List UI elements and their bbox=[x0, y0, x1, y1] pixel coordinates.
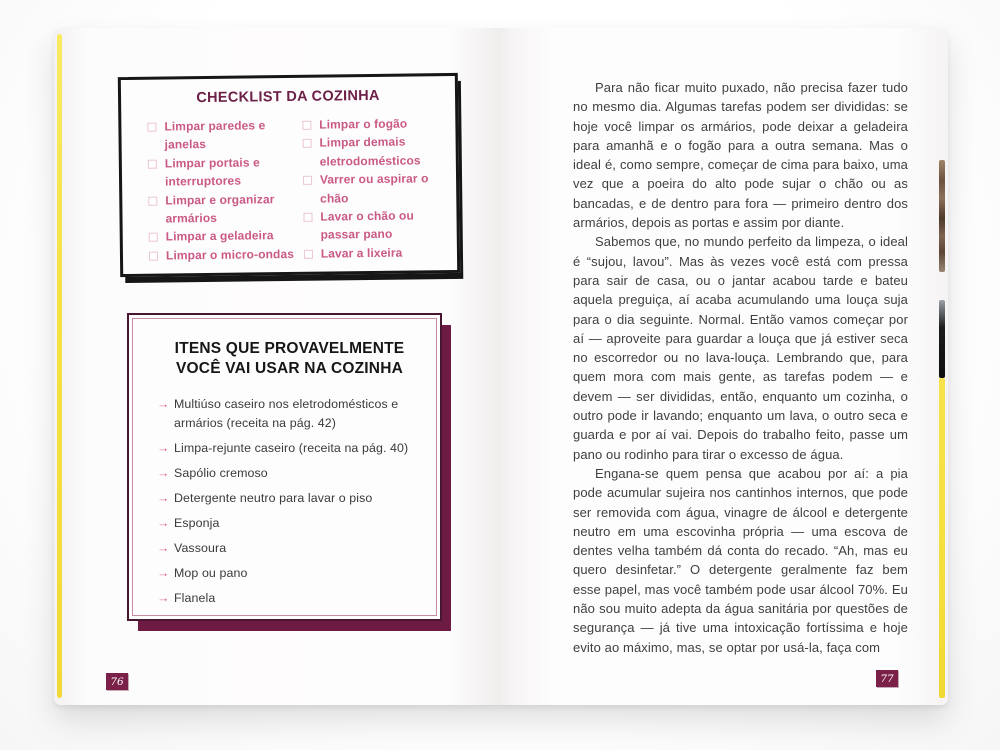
arrow-icon: → bbox=[157, 465, 170, 480]
fore-edge-black-sliver bbox=[939, 300, 945, 378]
items-box-title-line2: VOCÊ VAI USAR NA COZINHA bbox=[176, 360, 403, 378]
list-item bbox=[157, 589, 422, 608]
checklist-item-label: Lavar a lixeira bbox=[320, 245, 403, 261]
checklist-item bbox=[303, 169, 443, 208]
items-list bbox=[157, 395, 422, 608]
checklist-item-label: Limpar a geladeira bbox=[165, 228, 274, 244]
checklist-item bbox=[147, 116, 302, 155]
list-item bbox=[157, 564, 422, 583]
checklist-item-label: Limpar demais eletrodomésticos bbox=[319, 134, 421, 169]
list-item-label: Vassoura bbox=[174, 541, 227, 556]
checklist-item bbox=[304, 243, 443, 263]
list-item bbox=[157, 514, 422, 533]
checkbox-icon bbox=[303, 213, 312, 222]
checklist-columns bbox=[121, 103, 457, 265]
page-number-badge-left: 76 bbox=[106, 673, 128, 690]
checklist-item-label: Limpar o fogão bbox=[319, 116, 408, 132]
checklist-item bbox=[303, 206, 443, 245]
checklist-item-label: Lavar o chão ou passar pano bbox=[320, 208, 414, 243]
list-item-label: Esponja bbox=[174, 515, 220, 530]
checkbox-icon bbox=[149, 233, 158, 242]
yellow-cover-edge-right bbox=[939, 378, 945, 698]
list-item-label: Flanela bbox=[174, 591, 216, 606]
checkbox-icon bbox=[148, 196, 157, 205]
checklist-item bbox=[302, 133, 442, 172]
checklist-item-label: Limpar e organizar armários bbox=[165, 191, 275, 226]
kitchen-items-box bbox=[127, 313, 442, 621]
body-paragraph: Para não ficar muito puxado, não precisa fazer tudo no mesmo dia. Algumas tarefas podem ser divididas: se hoje você limpar os armários, pode deixar a geladeira para amanhã e o fogão para a outra semana. Mas o ideal é, como sempre, começar de cima para baixo, uma vez que a poeira do alto pode sujar o chão ou as bancadas, e de dentro para fora — primeiro dentro dos armários, depois as portas e assim por diante. bbox=[573, 80, 908, 231]
items-box-title bbox=[157, 339, 422, 380]
body-paragraph: Sabemos que, no mundo perfeito da limpeza, o ideal é “sujou, lavou”. Mas às vezes você está com pressa para sair de casa, ou o jantar acabou tarde e bateu aquela preguiça, aí acaba acumulando uma louça suja para o dia seguinte. Normal. Então vamos começar por aí — aproveite para guardar a louça que já estiver seca no escorredor ou no lava-louça. Lembrando que, para quem mora com mais gente, as tarefas podem — e devem — ser divididas, então, enquanto um cozinha, o outro pode ir lavando; enquanto um lava, o outro seca e guarda e por aí vai. Depois do trabalho feito, passe um pano ou rodinho para tirar o excesso de água. bbox=[573, 234, 908, 462]
checklist-item bbox=[149, 245, 304, 265]
checklist-item bbox=[148, 153, 303, 192]
checkbox-icon bbox=[303, 176, 312, 185]
arrow-icon: → bbox=[157, 566, 170, 581]
arrow-icon: → bbox=[157, 490, 170, 505]
yellow-cover-edge-left bbox=[57, 34, 62, 698]
list-item bbox=[157, 439, 422, 458]
arrow-icon: → bbox=[157, 541, 170, 556]
fore-edge-photo-sliver bbox=[939, 160, 945, 272]
checkbox-icon bbox=[149, 251, 158, 260]
arrow-icon: → bbox=[157, 591, 170, 606]
checkbox-icon bbox=[147, 123, 156, 132]
body-paragraph: Engana-se quem pensa que acabou por aí: a pia pode acumular sujeira nos cantinhos internos, que pode ser removida com água, vinagre de álcool e detergente neutro em uma escovinha própria — uma escova de dentes velha também dá conta do recado. “Ah, mas eu quero desinfetar.” O detergente geralmente faz bem esse papel, mas você também pode usar álcool 70%. Eu não sou muito adepta da água sanitária por questões de segurança — já tive uma intoxicação fortíssima e hoje evito ao máximo, mas, se optar por usá-la, faça com bbox=[573, 465, 908, 655]
list-item bbox=[157, 489, 422, 508]
checkbox-icon bbox=[148, 159, 157, 168]
list-item-label: Mop ou pano bbox=[174, 566, 248, 581]
list-item-label: Multiúso caseiro nos eletrodomésticos e armários (receita na pág. 42) bbox=[174, 396, 399, 430]
checklist-item bbox=[149, 226, 304, 246]
arrow-icon: → bbox=[157, 396, 170, 411]
page-number-badge-right: 77 bbox=[876, 670, 898, 687]
list-item bbox=[157, 395, 422, 432]
list-item-label: Detergente neutro para lavar o piso bbox=[174, 490, 373, 505]
checklist-item bbox=[148, 189, 303, 228]
checklist-title: CHECKLIST DA COZINHA bbox=[196, 87, 380, 107]
book-spread bbox=[54, 28, 948, 705]
checklist-column-right bbox=[302, 114, 443, 263]
items-box-title-line1: ITENS QUE PROVAVELMENTE bbox=[174, 340, 405, 357]
checklist-item-label: Varrer ou aspirar o chão bbox=[319, 171, 429, 206]
list-item bbox=[157, 539, 422, 558]
items-box-frame bbox=[132, 318, 437, 616]
checklist-item-label: Limpar portais e interruptores bbox=[164, 155, 260, 189]
arrow-icon: → bbox=[157, 440, 170, 455]
body-text-column bbox=[573, 78, 908, 657]
checklist-column-left bbox=[147, 116, 304, 265]
checkbox-icon bbox=[304, 250, 313, 259]
arrow-icon: → bbox=[157, 515, 170, 530]
list-item bbox=[157, 464, 422, 483]
checklist-item bbox=[302, 114, 441, 134]
list-item-label: Limpa-rejunte caseiro (receita na pág. 40) bbox=[174, 440, 409, 455]
checkbox-icon bbox=[302, 139, 311, 148]
checkbox-icon bbox=[302, 121, 311, 130]
checklist-item-label: Limpar o micro-ondas bbox=[165, 246, 295, 263]
kitchen-checklist-box bbox=[118, 73, 460, 277]
list-item-label: Sapólio cremoso bbox=[174, 465, 268, 480]
checklist-item-label: Limpar paredes e janelas bbox=[164, 118, 266, 152]
